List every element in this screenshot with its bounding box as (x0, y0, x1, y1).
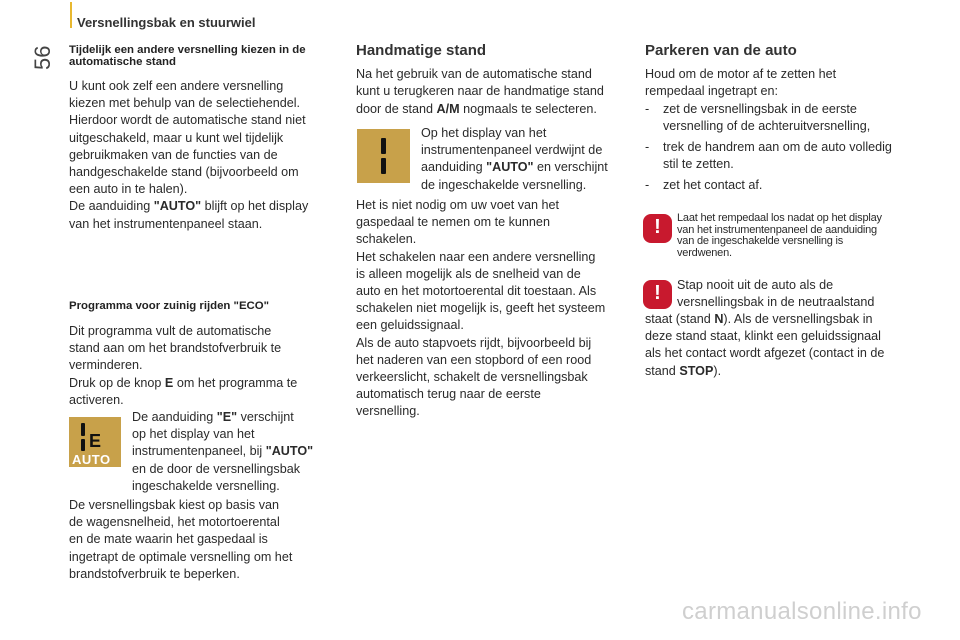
text-line: van de ingeschakelde versnelling is (677, 235, 844, 247)
text-line: Hierdoor wordt de automatische stand niet (69, 113, 306, 128)
eco-e-letter: E (89, 431, 102, 451)
text-line: rempedaal ingetrapt en: (645, 84, 779, 99)
text-line: auto en het motortoerental dit toestaan. Als (356, 284, 597, 299)
para-eco (69, 323, 344, 409)
warning-note-release-brake (677, 213, 927, 259)
text-line: een geluidssignaal. (356, 318, 464, 333)
text-line: automatisch terug naar de eerste (356, 387, 541, 402)
para-manual-body (356, 197, 636, 421)
text-line: kiezen met behulp van de selectiehendel. (69, 96, 301, 111)
text-line: Het is niet nodig om uw voet van het (356, 198, 560, 212)
text-line: activeren. (69, 392, 124, 407)
text-line: en de door de versnellingsbak (132, 461, 301, 476)
header-accent-bar (70, 2, 72, 28)
text-line: Op het display van het (421, 126, 547, 140)
text-line: Houd om de motor af te zetten het (645, 67, 837, 82)
heading-eco: Programma voor zuinig rijden "ECO" (69, 300, 270, 312)
text-line: Dit programma vult de automatische (69, 324, 272, 338)
text-line: De aanduiding "AUTO" blijft op het display (69, 199, 309, 214)
text-line: versnelling. (356, 404, 420, 419)
e-indicator-note (132, 409, 352, 495)
text-line: U kunt ook zelf een andere versnelling (69, 79, 284, 93)
text-line: gebruikmaken van de functies van de (69, 147, 278, 162)
warning-note-neutral-body (645, 311, 930, 380)
list-item: - zet het contact af. (645, 178, 763, 193)
text-line: de wagensnelheid, het motortoerental (69, 515, 280, 530)
text-line: kunt u terugkeren naar de handmatige stand (356, 84, 604, 99)
text-line: verdwenen. (677, 246, 732, 259)
text-line: Druk op de knop E om het programma te (69, 375, 298, 390)
text-line: staat (stand N). Als de versnellingsbak in (645, 312, 873, 326)
para-manual-intro (356, 66, 636, 118)
text-line: door de stand A/M nogmaals te selecteren. (356, 101, 597, 116)
heading-manual-mode: Handmatige stand (356, 42, 487, 59)
column-2 (356, 42, 636, 118)
text-line: een auto in te halen). (69, 182, 188, 197)
text-line: De aanduiding "E" verschijnt (132, 410, 294, 424)
para-closing (69, 497, 344, 583)
text-line: van het instrumentenpaneel de aanduiding (677, 223, 877, 236)
text-line: brandstofverbruik te beperken. (69, 566, 240, 581)
text-line: gaspedaal te nemen om te kunnen (356, 215, 550, 230)
text-line: stand STOP). (645, 363, 722, 378)
column-1 (69, 44, 344, 233)
column-3 (645, 42, 925, 195)
eco-auto-display-icon (69, 417, 121, 467)
text-line: van het instrumentenpaneel staan. (69, 216, 263, 231)
auto-label: AUTO (72, 452, 111, 467)
text-line: deze stand staat, klinkt een geluidssignaal (645, 329, 881, 344)
text-line: De versnellingsbak kiest op basis van (69, 498, 280, 512)
text-line: als het contact wordt afgezet (contact in de (645, 346, 885, 361)
text-line: de ingeschakelde versnelling. (421, 177, 587, 192)
text-line: aanduiding "AUTO" en verschijnt (421, 160, 608, 175)
text-line: op het display van het (132, 427, 255, 442)
text-line: stand aan om het brandstofverbruik te (69, 341, 282, 356)
text-line: uitgeschakeld, maar u kunt wel tijdelijk (69, 130, 284, 145)
heading-temporary-gear: Tijdelijk een andere versnelling kiezen in de automatische stand (69, 44, 306, 68)
watermark: carmanualsonline.info (682, 598, 922, 625)
text-line: Het schakelen naar een andere versnelling (356, 249, 596, 264)
text-line: Laat het rempedaal los nadat op het display (677, 212, 882, 224)
para-parking-intro (645, 66, 925, 100)
text-line: instrumentenpaneel verdwijnt de (421, 143, 603, 158)
text-line: en de mate waarin het gaspedaal is (69, 532, 268, 547)
warning-icon: ! (643, 214, 672, 243)
text-line: instrumentenpaneel, bij "AUTO" (132, 444, 314, 459)
manual-gear-display-icon (357, 129, 410, 183)
list-item: - zet de versnellingsbak in de eerste versnelling of de achteruitversnelling, (645, 101, 871, 133)
warning-icon: ! (643, 280, 672, 309)
text-line: ingetrapt de optimale versnelling om het (69, 549, 293, 564)
text-line: Als de auto stapvoets rijdt, bijvoorbeeld bij (356, 335, 592, 350)
text-line: is alleen mogelijk als de snelheid van de (356, 266, 581, 281)
text-line: schakelen niet mogelijk is, geeft het systeem (356, 301, 606, 316)
display-note (421, 125, 636, 194)
para-manual-select (69, 78, 344, 233)
eco-section (69, 300, 344, 409)
text-line: verminderen. (69, 358, 143, 373)
page-number: 56 (30, 45, 55, 70)
text-line: Stap nooit uit de auto als de (677, 278, 834, 292)
section-title: Versnellingsbak en stuurwiel (77, 15, 256, 30)
text-line: schakelen. (356, 232, 417, 247)
list-item: - trek de handrem aan om de auto volledig stil te zetten. (645, 140, 892, 172)
text-line: het naderen van een stopbord of een rood (356, 352, 592, 367)
text-line: Na het gebruik van de automatische stand (356, 67, 592, 82)
heading-parking: Parkeren van de auto (645, 42, 797, 59)
text-line: verkeerslicht, schakelt de versnellingsbak (356, 370, 588, 385)
text-line: handgeschakelde stand (bijvoorbeeld om (69, 165, 299, 180)
text-line: ingeschakelde versnelling. (132, 478, 280, 493)
text-line: versnellingsbak in de neutraalstand (677, 295, 875, 310)
warning-note-neutral-top (677, 277, 927, 311)
